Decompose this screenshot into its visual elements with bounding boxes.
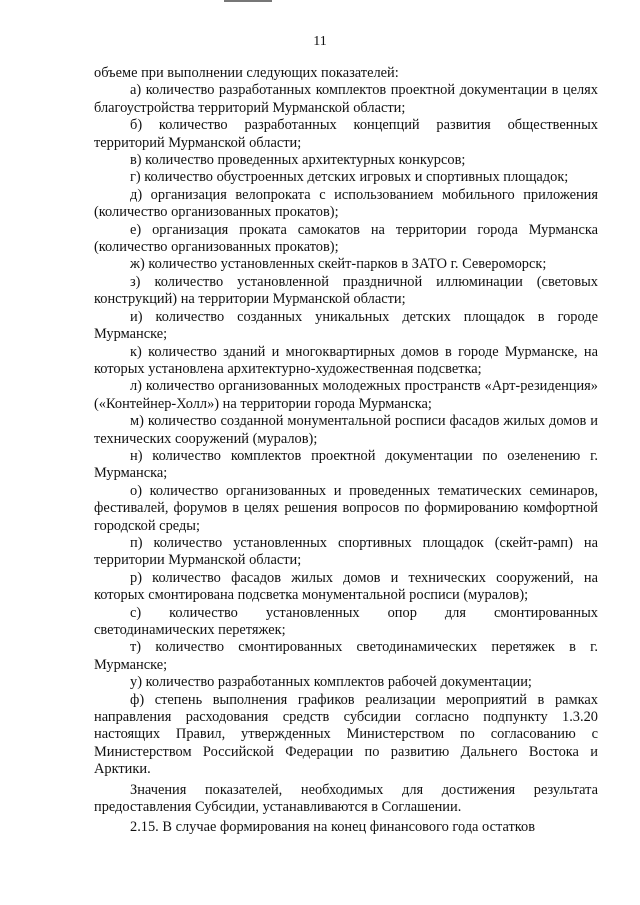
list-item-i: и) количество созданных уникальных детских площадок в городе Мурманске;	[94, 308, 598, 343]
list-item-r: р) количество фасадов жилых домов и технических сооружений, на которых смонтирована подсветка монументальной росписи (муралов);	[94, 569, 598, 604]
list-item-p: п) количество установленных спортивных площадок (скейт-рамп) на территории Мурманской области;	[94, 534, 598, 569]
list-item-b: б) количество разработанных концепций развития общественных территорий Мурманской области;	[94, 117, 598, 151]
list-item-s: с) количество установленных опор для смонтированных светодинамических перетяжек;	[94, 604, 598, 638]
list-item-u: у) количество разработанных комплектов рабочей документации;	[130, 674, 532, 691]
list-item-a: а) количество разработанных комплектов проектной документации в целях благоустройства территорий Мурманской области;	[94, 82, 598, 116]
clause-2-15: 2.15. В случае формирования на конец финансового года остатков	[130, 819, 536, 836]
list-item-n: н) количество комплектов проектной документации по озеленению г. Мурманска;	[94, 447, 598, 482]
list-item-zh: ж) количество установленных скейт-парков в ЗАТО г. Североморск;	[130, 256, 547, 273]
document-body	[94, 65, 598, 837]
list-item-g: г) количество обустроенных детских игровых и спортивных площадок;	[130, 169, 569, 186]
list-item-z: з) количество установленной праздничной иллюминации (световых конструкций) на территории Мурманской области;	[94, 273, 598, 308]
list-item-e: е) организация проката самокатов на территории города Мурманска (количество организованных прокатов);	[94, 221, 598, 256]
list-item-l: л) количество организованных молодежных пространств «Арт-резиденция» («Контейнер-Холл») на территории города Мурманска;	[94, 378, 598, 412]
list-item-m: м) количество созданной монументальной росписи фасадов жилых домов и технических сооружений (муралов);	[94, 413, 598, 447]
list-item-t: т) количество смонтированных светодинамических перетяжек в г. Мурманске;	[94, 639, 598, 673]
list-item-o: о) количество организованных и проведенных тематических семинаров, фестивалей, форумов в целях решения вопросов по формированию комфортной городской среды;	[94, 482, 598, 534]
list-item-d: д) организация велопроката с использованием мобильного приложения (количество организованных прокатов);	[94, 186, 598, 221]
page-number: 11	[313, 34, 327, 49]
values-paragraph: Значения показателей, необходимых для достижения результата предоставления Субсидии, устанавливаются в Соглашении.	[94, 781, 598, 816]
list-item-v: в) количество проведенных архитектурных конкурсов;	[130, 152, 466, 169]
list-item-k: к) количество зданий и многоквартирных домов в городе Мурманске, на которых установлена архитектурно-художественная подсветка;	[94, 343, 598, 377]
list-item-f: ф) степень выполнения графиков реализации мероприятий в рамках направления расходования средств субсидии согласно подпункту 1.3.20 настоящих Правил, утвержденных Министерством по согласованию с Министерством Российской Федерации по развитию Дальнего Востока и Арктики.	[94, 691, 598, 778]
intro-paragraph: объеме при выполнении следующих показателей:	[94, 65, 399, 81]
top-edge-mark	[224, 0, 272, 2]
